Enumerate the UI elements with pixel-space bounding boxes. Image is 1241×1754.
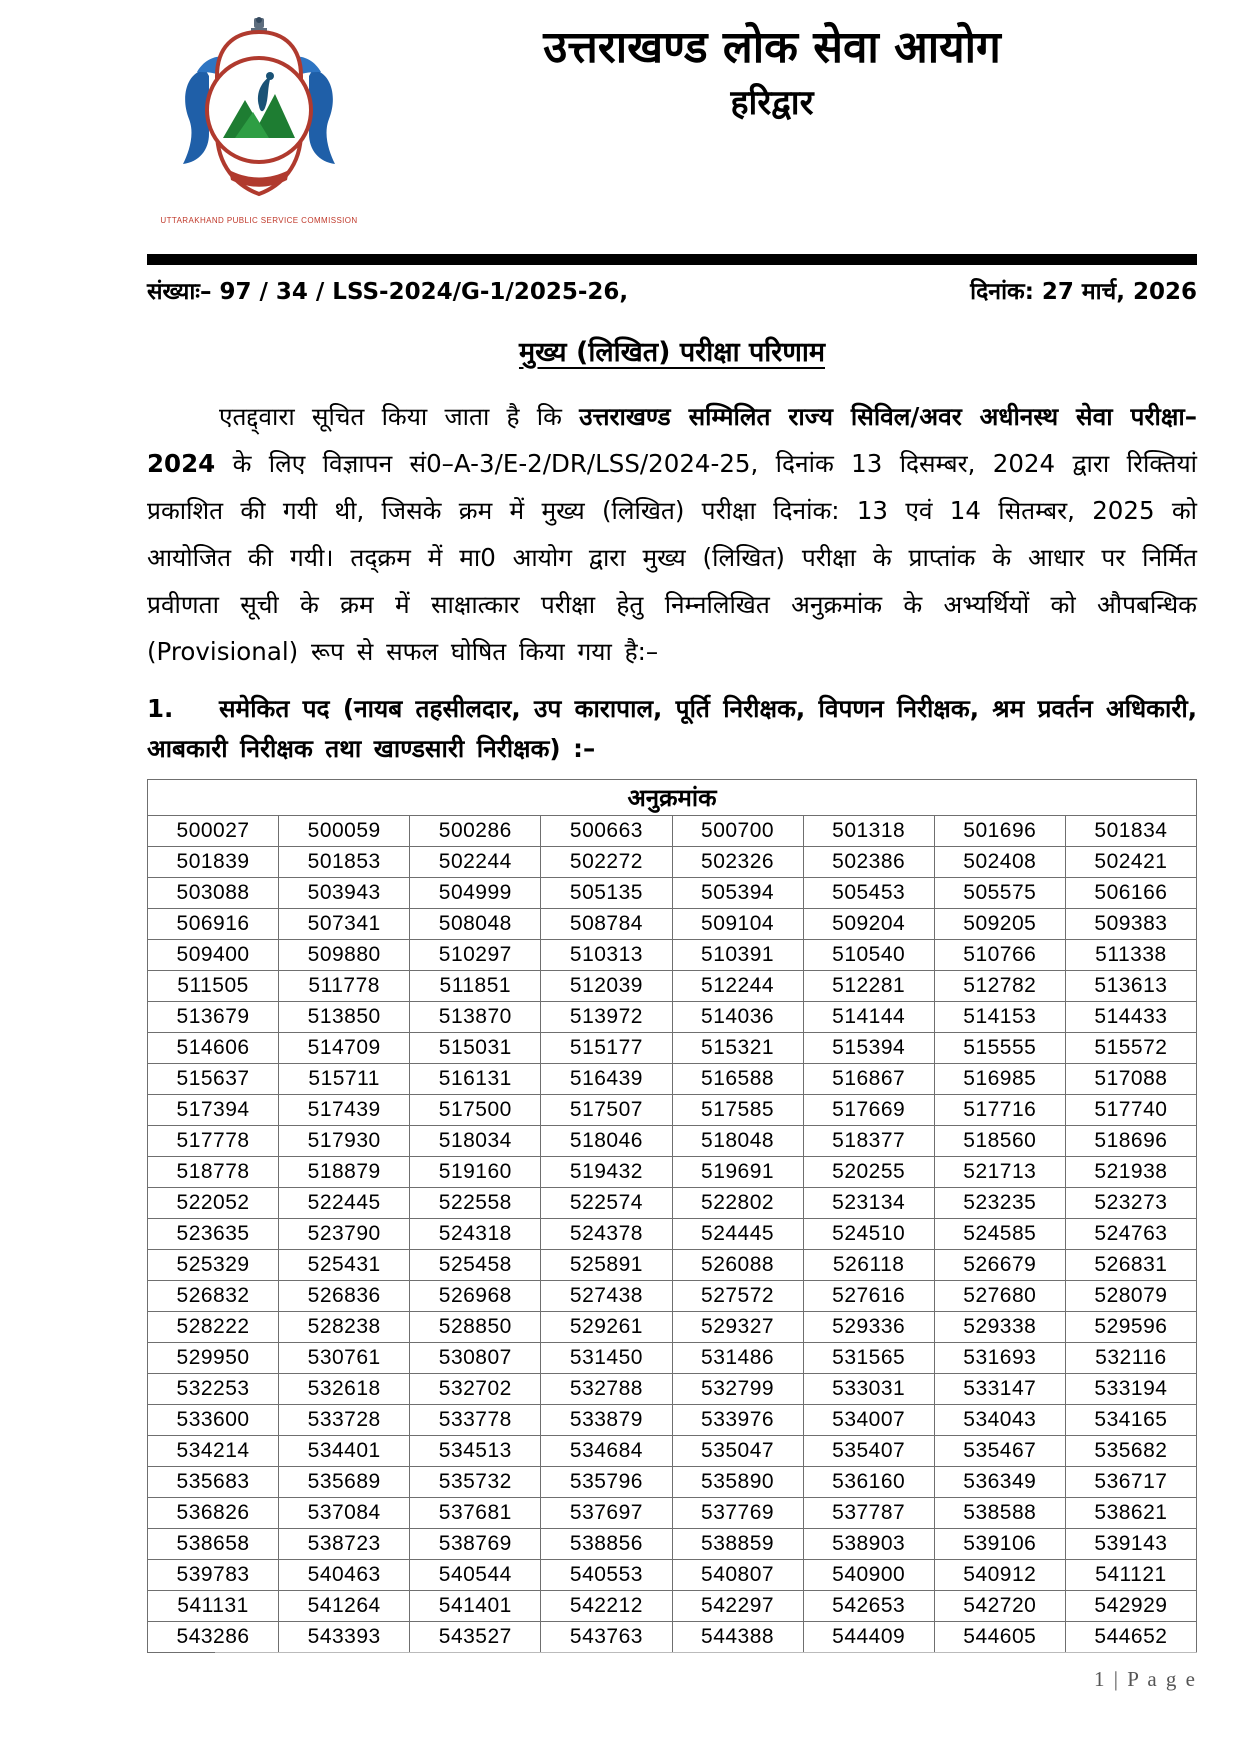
roll-number-cell: 513972 — [541, 1002, 672, 1033]
table-row — [148, 1157, 1197, 1188]
roll-number-cell: 522052 — [148, 1188, 279, 1219]
roll-number-cell: 527680 — [934, 1281, 1065, 1312]
roll-number-cell: 541264 — [279, 1591, 410, 1622]
roll-number-cell: 502408 — [934, 847, 1065, 878]
header-divider — [147, 254, 1197, 265]
roll-number-cell: 542929 — [1065, 1591, 1196, 1622]
roll-number-cell: 533728 — [279, 1405, 410, 1436]
document-header — [147, 0, 1197, 252]
roll-number-cell: 544409 — [803, 1622, 934, 1653]
roll-number-cell: 514606 — [148, 1033, 279, 1064]
roll-number-cell: 512039 — [541, 971, 672, 1002]
roll-number-cell: 508784 — [541, 909, 672, 940]
roll-number-cell: 535047 — [672, 1436, 803, 1467]
roll-number-cell: 514433 — [1065, 1002, 1196, 1033]
roll-number-cell: 518560 — [934, 1126, 1065, 1157]
roll-number-cell: 518879 — [279, 1157, 410, 1188]
roll-number-cell: 534684 — [541, 1436, 672, 1467]
roll-number-cell: 515637 — [148, 1064, 279, 1095]
roll-number-cell: 522445 — [279, 1188, 410, 1219]
paragraph-exam-name: उत्तराखण्ड सम्मिलित राज्य सिविल/अवर अधीनस्थ सेवा परीक्षा– 2024 — [147, 402, 1197, 478]
roll-number-cell: 514036 — [672, 1002, 803, 1033]
roll-number-cell: 544652 — [1065, 1622, 1196, 1653]
roll-number-cell: 539106 — [934, 1529, 1065, 1560]
roll-number-cell: 522574 — [541, 1188, 672, 1219]
roll-number-cell: 510540 — [803, 940, 934, 971]
meta-row — [147, 274, 1197, 306]
table-row — [148, 940, 1197, 971]
roll-number-cell: 500027 — [148, 816, 279, 847]
roll-number-cell: 529336 — [803, 1312, 934, 1343]
roll-number-cell: 517930 — [279, 1126, 410, 1157]
roll-number-cell: 535732 — [410, 1467, 541, 1498]
roll-number-cell: 541401 — [410, 1591, 541, 1622]
roll-number-cell: 514153 — [934, 1002, 1065, 1033]
roll-number-cell: 541121 — [1065, 1560, 1196, 1591]
org-place: हरिद्वार — [730, 83, 814, 123]
roll-number-cell: 523635 — [148, 1219, 279, 1250]
roll-number-cell: 524378 — [541, 1219, 672, 1250]
roll-number-cell: 536349 — [934, 1467, 1065, 1498]
roll-number-cell: 505453 — [803, 878, 934, 909]
roll-number-cell: 513679 — [148, 1002, 279, 1033]
roll-number-cell: 531450 — [541, 1343, 672, 1374]
roll-number-cell: 506916 — [148, 909, 279, 940]
roll-number-cell: 513613 — [1065, 971, 1196, 1002]
roll-number-cell: 501696 — [934, 816, 1065, 847]
roll-number-cell: 535890 — [672, 1467, 803, 1498]
roll-number-cell: 537787 — [803, 1498, 934, 1529]
table-row — [148, 1436, 1197, 1467]
roll-number-cell: 537769 — [672, 1498, 803, 1529]
roll-number-cell: 532253 — [148, 1374, 279, 1405]
roll-number-cell: 541131 — [148, 1591, 279, 1622]
table-row — [148, 1374, 1197, 1405]
roll-number-cell: 532799 — [672, 1374, 803, 1405]
ukpsc-emblem-icon — [175, 14, 343, 214]
roll-number-cell: 542212 — [541, 1591, 672, 1622]
roll-number-cell: 523134 — [803, 1188, 934, 1219]
document-title: मुख्य (लिखित) परीक्षा परिणाम — [518, 337, 825, 368]
table-row — [148, 1343, 1197, 1374]
roll-number-cell: 522558 — [410, 1188, 541, 1219]
roll-number-cell: 540463 — [279, 1560, 410, 1591]
roll-number-cell: 536717 — [1065, 1467, 1196, 1498]
table-row — [148, 1405, 1197, 1436]
roll-number-cell: 509204 — [803, 909, 934, 940]
roll-number-cell: 518377 — [803, 1126, 934, 1157]
roll-number-cell: 533879 — [541, 1405, 672, 1436]
roll-number-cell: 529261 — [541, 1312, 672, 1343]
roll-number-cell: 524445 — [672, 1219, 803, 1250]
roll-number-cell: 510297 — [410, 940, 541, 971]
roll-number-cell: 518034 — [410, 1126, 541, 1157]
post-list-item — [147, 689, 1197, 769]
roll-number-cell: 511851 — [410, 971, 541, 1002]
roll-number-cell: 515031 — [410, 1033, 541, 1064]
roll-number-cell: 511505 — [148, 971, 279, 1002]
roll-number-cell: 535407 — [803, 1436, 934, 1467]
table-row — [148, 1064, 1197, 1095]
roll-number-cell: 501834 — [1065, 816, 1196, 847]
roll-number-cell: 544388 — [672, 1622, 803, 1653]
roll-number-cell: 540900 — [803, 1560, 934, 1591]
table-row — [148, 1219, 1197, 1250]
roll-number-cell: 538859 — [672, 1529, 803, 1560]
roll-number-cell: 527572 — [672, 1281, 803, 1312]
roll-number-cell: 527438 — [541, 1281, 672, 1312]
roll-number-cell: 515572 — [1065, 1033, 1196, 1064]
roll-number-cell: 524510 — [803, 1219, 934, 1250]
roll-number-cell: 510766 — [934, 940, 1065, 971]
roll-number-cell: 500059 — [279, 816, 410, 847]
roll-number-cell: 528850 — [410, 1312, 541, 1343]
table-row — [148, 847, 1197, 878]
roll-number-cell: 543286 — [148, 1622, 279, 1653]
paragraph-lead: एतद्द्वारा सूचित किया जाता है कि — [219, 402, 580, 431]
roll-number-cell: 535682 — [1065, 1436, 1196, 1467]
table-row — [148, 971, 1197, 1002]
roll-number-cell: 512782 — [934, 971, 1065, 1002]
roll-number-cell: 502386 — [803, 847, 934, 878]
table-row — [148, 1560, 1197, 1591]
roll-number-cell: 529327 — [672, 1312, 803, 1343]
roll-number-cell: 505394 — [672, 878, 803, 909]
roll-number-cell: 517500 — [410, 1095, 541, 1126]
roll-number-cell: 511338 — [1065, 940, 1196, 971]
roll-number-cell: 517507 — [541, 1095, 672, 1126]
roll-number-cell: 525329 — [148, 1250, 279, 1281]
org-name: उत्तराखण्ड लोक सेवा आयोग — [543, 22, 1001, 73]
roll-number-cell: 533194 — [1065, 1374, 1196, 1405]
roll-number-cell: 534214 — [148, 1436, 279, 1467]
roll-number-cell: 525458 — [410, 1250, 541, 1281]
roll-number-cell: 523273 — [1065, 1188, 1196, 1219]
roll-number-cell: 501318 — [803, 816, 934, 847]
roll-number-cell: 528079 — [1065, 1281, 1196, 1312]
roll-number-cell: 517439 — [279, 1095, 410, 1126]
roll-number-cell: 510313 — [541, 940, 672, 971]
roll-number-cell: 543763 — [541, 1622, 672, 1653]
roll-number-cell: 526831 — [1065, 1250, 1196, 1281]
roll-number-cell: 502326 — [672, 847, 803, 878]
roll-number-cell: 543393 — [279, 1622, 410, 1653]
roll-number-cell: 517778 — [148, 1126, 279, 1157]
table-row — [148, 1250, 1197, 1281]
roll-number-cell: 530761 — [279, 1343, 410, 1374]
roll-number-cell: 526968 — [410, 1281, 541, 1312]
roll-number-cell: 534043 — [934, 1405, 1065, 1436]
logo-caption: UTTARAKHAND PUBLIC SERVICE COMMISSION — [160, 216, 358, 225]
table-row — [148, 1033, 1197, 1064]
roll-number-cell: 535689 — [279, 1467, 410, 1498]
item-number: 1. — [147, 694, 174, 723]
roll-number-cell: 540544 — [410, 1560, 541, 1591]
table-row — [148, 1529, 1197, 1560]
item-text: समेकित पद (नायब तहसीलदार, उप कारापाल, पूर्ति निरीक्षक, विपणन निरीक्षक, श्रम प्रवर्तन अधिकारी, आबकारी निरीक्षक तथा खाण्डसारी निरीक्षक) :– — [147, 694, 1197, 763]
roll-number-cell: 502421 — [1065, 847, 1196, 878]
roll-number-cell: 526679 — [934, 1250, 1065, 1281]
roll-number-cell: 542720 — [934, 1591, 1065, 1622]
roll-number-cell: 517585 — [672, 1095, 803, 1126]
roll-number-cell: 515555 — [934, 1033, 1065, 1064]
roll-number-cell: 509104 — [672, 909, 803, 940]
roll-number-table-body — [148, 816, 1197, 1653]
roll-number-cell: 528222 — [148, 1312, 279, 1343]
roll-number-cell: 512244 — [672, 971, 803, 1002]
roll-number-cell: 533778 — [410, 1405, 541, 1436]
roll-number-cell: 518778 — [148, 1157, 279, 1188]
roll-number-cell: 532702 — [410, 1374, 541, 1405]
roll-number-cell: 539783 — [148, 1560, 279, 1591]
roll-number-cell: 516588 — [672, 1064, 803, 1095]
roll-number-cell: 516131 — [410, 1064, 541, 1095]
roll-number-cell: 515177 — [541, 1033, 672, 1064]
roll-number-cell: 529338 — [934, 1312, 1065, 1343]
roll-number-cell: 526832 — [148, 1281, 279, 1312]
roll-number-cell: 538856 — [541, 1529, 672, 1560]
roll-number-cell: 522802 — [672, 1188, 803, 1219]
roll-number-cell: 533147 — [934, 1374, 1065, 1405]
roll-number-cell: 514144 — [803, 1002, 934, 1033]
roll-number-cell: 538903 — [803, 1529, 934, 1560]
roll-number-cell: 518046 — [541, 1126, 672, 1157]
roll-number-cell: 525431 — [279, 1250, 410, 1281]
table-row — [148, 1498, 1197, 1529]
roll-number-cell: 532618 — [279, 1374, 410, 1405]
roll-number-cell: 530807 — [410, 1343, 541, 1374]
roll-number-cell: 515321 — [672, 1033, 803, 1064]
roll-number-cell: 543527 — [410, 1622, 541, 1653]
roll-number-cell: 523790 — [279, 1219, 410, 1250]
roll-number-cell: 521713 — [934, 1157, 1065, 1188]
roll-number-cell: 520255 — [803, 1157, 934, 1188]
roll-number-cell: 509383 — [1065, 909, 1196, 940]
roll-number-cell: 535796 — [541, 1467, 672, 1498]
roll-number-cell: 504999 — [410, 878, 541, 909]
table-header-cell: अनुक्रमांक — [148, 780, 1197, 816]
table-row — [148, 1188, 1197, 1219]
roll-number-cell: 527616 — [803, 1281, 934, 1312]
roll-number-cell: 517088 — [1065, 1064, 1196, 1095]
paragraph-rest: के लिए विज्ञापन सं0–A-3/E-2/DR/LSS/2024-25, दिनांक 13 दिसम्बर, 2024 द्वारा रिक्तियां प्रकाशित की गयी थी, जिसके क्रम में मुख्य (लिखित) परीक्षा दिनांक: 13 एवं 14 सितम्बर, 2025 को आयोजित की गयी। तद्क्रम में मा0 आयोग द्वारा मुख्य (लिखित) परीक्षा के प्राप्तांक के आधार पर निर्मित प्रवीणता सूची के क्रम में साक्षात्कार परीक्षा हेतु निम्नलिखित अनुक्रमांक के अभ्यर्थियों को औपबन्धिक (Provisional) रूप से सफल घोषित किया गया है:– — [147, 449, 1197, 666]
table-row — [148, 1002, 1197, 1033]
document-content — [147, 0, 1197, 1653]
roll-number-cell: 523235 — [934, 1188, 1065, 1219]
roll-number-cell: 524763 — [1065, 1219, 1196, 1250]
roll-number-cell: 500700 — [672, 816, 803, 847]
roll-number-cell: 540912 — [934, 1560, 1065, 1591]
roll-number-cell: 540553 — [541, 1560, 672, 1591]
roll-number-cell: 532788 — [541, 1374, 672, 1405]
table-row — [148, 1281, 1197, 1312]
roll-number-cell: 531693 — [934, 1343, 1065, 1374]
roll-number-cell: 514709 — [279, 1033, 410, 1064]
roll-number-cell: 516439 — [541, 1064, 672, 1095]
roll-number-cell: 511778 — [279, 971, 410, 1002]
table-row — [148, 1126, 1197, 1157]
roll-number-cell: 533031 — [803, 1374, 934, 1405]
roll-number-cell: 537681 — [410, 1498, 541, 1529]
roll-number-cell: 513870 — [410, 1002, 541, 1033]
roll-number-cell: 526836 — [279, 1281, 410, 1312]
roll-number-cell: 510391 — [672, 940, 803, 971]
roll-number-cell: 505575 — [934, 878, 1065, 909]
roll-number-cell: 535467 — [934, 1436, 1065, 1467]
roll-number-cell: 534007 — [803, 1405, 934, 1436]
roll-number-cell: 525891 — [541, 1250, 672, 1281]
page-footer — [215, 1652, 1197, 1692]
roll-number-cell: 517740 — [1065, 1095, 1196, 1126]
roll-number-cell: 532116 — [1065, 1343, 1196, 1374]
table-row — [148, 878, 1197, 909]
roll-number-cell: 536826 — [148, 1498, 279, 1529]
roll-number-cell: 507341 — [279, 909, 410, 940]
roll-number-cell: 515711 — [279, 1064, 410, 1095]
roll-number-cell: 501853 — [279, 847, 410, 878]
ukpsc-logo — [160, 14, 358, 236]
roll-number-cell: 515394 — [803, 1033, 934, 1064]
roll-number-cell: 538723 — [279, 1529, 410, 1560]
roll-number-cell: 537084 — [279, 1498, 410, 1529]
roll-number-cell: 503943 — [279, 878, 410, 909]
roll-number-cell: 526118 — [803, 1250, 934, 1281]
roll-number-cell: 539143 — [1065, 1529, 1196, 1560]
document-date: दिनांक: 27 मार्च, 2026 — [970, 279, 1197, 305]
table-row — [148, 1312, 1197, 1343]
roll-number-cell: 542653 — [803, 1591, 934, 1622]
roll-number-cell: 519432 — [541, 1157, 672, 1188]
roll-number-cell: 534401 — [279, 1436, 410, 1467]
roll-number-cell: 509205 — [934, 909, 1065, 940]
roll-number-cell: 524585 — [934, 1219, 1065, 1250]
roll-number-cell: 531486 — [672, 1343, 803, 1374]
table-row — [148, 1591, 1197, 1622]
roll-number-cell: 542297 — [672, 1591, 803, 1622]
roll-number-cell: 517394 — [148, 1095, 279, 1126]
roll-number-table — [147, 779, 1197, 1653]
table-row — [148, 1622, 1197, 1653]
roll-number-cell: 526088 — [672, 1250, 803, 1281]
roll-number-cell: 516985 — [934, 1064, 1065, 1095]
table-row — [148, 1467, 1197, 1498]
roll-number-cell: 502272 — [541, 847, 672, 878]
roll-number-cell: 518696 — [1065, 1126, 1196, 1157]
roll-number-cell: 540807 — [672, 1560, 803, 1591]
org-titles — [347, 20, 1197, 125]
roll-number-cell: 513850 — [279, 1002, 410, 1033]
roll-number-cell: 529950 — [148, 1343, 279, 1374]
roll-number-cell: 517716 — [934, 1095, 1065, 1126]
roll-number-cell: 509400 — [148, 940, 279, 971]
roll-number-cell: 538621 — [1065, 1498, 1196, 1529]
roll-number-cell: 519160 — [410, 1157, 541, 1188]
roll-number-cell: 512281 — [803, 971, 934, 1002]
roll-number-cell: 537697 — [541, 1498, 672, 1529]
roll-number-cell: 533976 — [672, 1405, 803, 1436]
roll-number-cell: 502244 — [410, 847, 541, 878]
table-row — [148, 1095, 1197, 1126]
roll-number-cell: 505135 — [541, 878, 672, 909]
roll-number-cell: 544605 — [934, 1622, 1065, 1653]
roll-number-cell: 506166 — [1065, 878, 1196, 909]
reference-number: संख्याः– 97 / 34 / LSS-2024/G-1/2025-26, — [147, 279, 629, 305]
notice-paragraph — [147, 393, 1197, 675]
roll-number-cell: 516867 — [803, 1064, 934, 1095]
table-header-row — [148, 780, 1197, 816]
roll-number-cell: 529596 — [1065, 1312, 1196, 1343]
table-row — [148, 816, 1197, 847]
roll-number-cell: 538769 — [410, 1529, 541, 1560]
roll-number-cell: 535683 — [148, 1467, 279, 1498]
roll-number-cell: 531565 — [803, 1343, 934, 1374]
roll-number-cell: 534165 — [1065, 1405, 1196, 1436]
table-row — [148, 909, 1197, 940]
roll-number-cell: 500663 — [541, 816, 672, 847]
roll-number-cell: 500286 — [410, 816, 541, 847]
roll-number-cell: 517669 — [803, 1095, 934, 1126]
roll-number-cell: 518048 — [672, 1126, 803, 1157]
page-number-label: 1 | P a g e — [1094, 1667, 1197, 1691]
roll-number-cell: 521938 — [1065, 1157, 1196, 1188]
roll-number-cell: 519691 — [672, 1157, 803, 1188]
roll-number-cell: 533600 — [148, 1405, 279, 1436]
roll-number-cell: 509880 — [279, 940, 410, 971]
roll-number-cell: 538588 — [934, 1498, 1065, 1529]
roll-number-cell: 534513 — [410, 1436, 541, 1467]
roll-number-cell: 528238 — [279, 1312, 410, 1343]
roll-number-cell: 524318 — [410, 1219, 541, 1250]
roll-number-cell: 508048 — [410, 909, 541, 940]
roll-number-cell: 503088 — [148, 878, 279, 909]
roll-number-cell: 538658 — [148, 1529, 279, 1560]
roll-number-cell: 536160 — [803, 1467, 934, 1498]
roll-number-cell: 501839 — [148, 847, 279, 878]
